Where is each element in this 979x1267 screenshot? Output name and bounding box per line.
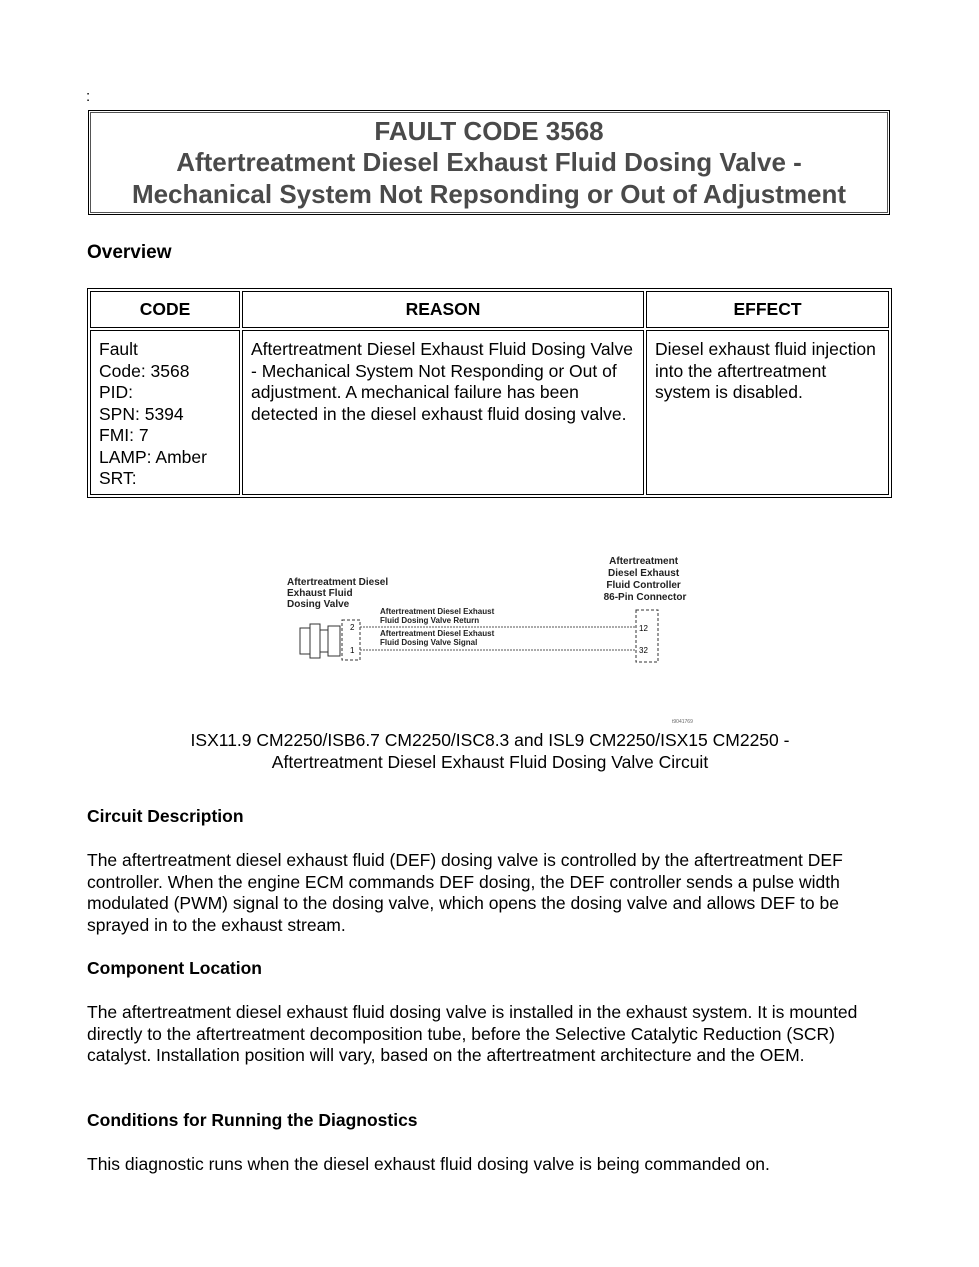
valve-pin-1: 1 [350, 646, 355, 655]
header-effect: EFFECT [646, 291, 889, 328]
header-reason: REASON [242, 291, 644, 328]
wire-signal-label: Aftertreatment Diesel Exhaust Fluid Dosing Valve Signal [380, 629, 495, 647]
controller-pin-32: 32 [639, 646, 648, 655]
figure-id: t9041769 [672, 719, 693, 725]
overview-heading: Overview [87, 242, 172, 263]
code-line: SRT: [99, 468, 137, 488]
effect-cell: Diesel exhaust fluid injection into the aftertreatment system is disabled. [646, 330, 889, 495]
caption-line1: ISX11.9 CM2250/ISB6.7 CM2250/ISC8.3 and ISL9 CM2250/ISX15 CM2250 - [190, 730, 790, 750]
fault-title-line3: Mechanical System Not Repsonding or Out of Adjustment [131, 179, 847, 209]
controller-label: Aftertreatment Diesel Exhaust Fluid Controller 86-Pin Connector [603, 556, 687, 603]
code-line: FMI: 7 [99, 425, 149, 445]
valve-label: Aftertreatment Diesel Exhaust Fluid Dosing Valve [287, 577, 389, 610]
fault-code-title: FAULT CODE 3568 [374, 116, 604, 146]
conditions-heading: Conditions for Running the Diagnostics [87, 1110, 418, 1130]
component-location-heading: Component Location [87, 958, 262, 978]
table-header-row [90, 291, 889, 328]
fault-title-line2: Aftertreatment Diesel Exhaust Fluid Dosing Valve - [176, 147, 802, 177]
page-marker: : [86, 88, 91, 105]
controller-pin-12: 12 [639, 624, 648, 633]
diagram-caption [100, 729, 880, 773]
table-row [90, 330, 889, 495]
reason-cell: Aftertreatment Diesel Exhaust Fluid Dosing Valve - Mechanical System Not Responding or Out of adjustment. A mechanical failure has been detected in the diesel exhaust fluid dosing valve. [242, 330, 644, 495]
wire-return-label: Aftertreatment Diesel Exhaust Fluid Dosing Valve Return [380, 607, 495, 625]
code-line: LAMP: Amber [99, 446, 207, 467]
caption-line2: Aftertreatment Diesel Exhaust Fluid Dosing Valve Circuit [271, 752, 709, 772]
code-cell [90, 330, 240, 495]
circuit-diagram [280, 550, 700, 725]
fault-title-box [88, 110, 890, 215]
code-line: Code: 3568 [99, 360, 190, 381]
circuit-description-heading: Circuit Description [87, 806, 244, 826]
circuit-description-text: The aftertreatment diesel exhaust fluid (DEF) dosing valve is controlled by the aftertreatment DEF controller. When the engine ECM commands DEF dosing, the DEF controller sends a pulse width modulated (PWM) signal to the dosing valve, which opens the dosing valve and allows DEF to be sprayed in to the exhaust stream. [87, 850, 843, 935]
header-code: CODE [90, 291, 240, 328]
component-location-text: The aftertreatment diesel exhaust fluid dosing valve is installed in the exhaust system. It is mounted directly to the aftertreatment decomposition tube, before the Selective Catalytic Reduction (SCR) catalyst. Installation position will vary, based on the aftertreatment architecture and the OEM. [87, 1002, 858, 1065]
fault-code-table [87, 288, 892, 498]
valve-pin-2: 2 [350, 623, 355, 632]
code-line: SPN: 5394 [99, 403, 184, 424]
code-line: PID: [99, 382, 134, 402]
code-line: Fault [99, 339, 138, 359]
conditions-text: This diagnostic runs when the diesel exhaust fluid dosing valve is being commanded on. [87, 1154, 770, 1174]
